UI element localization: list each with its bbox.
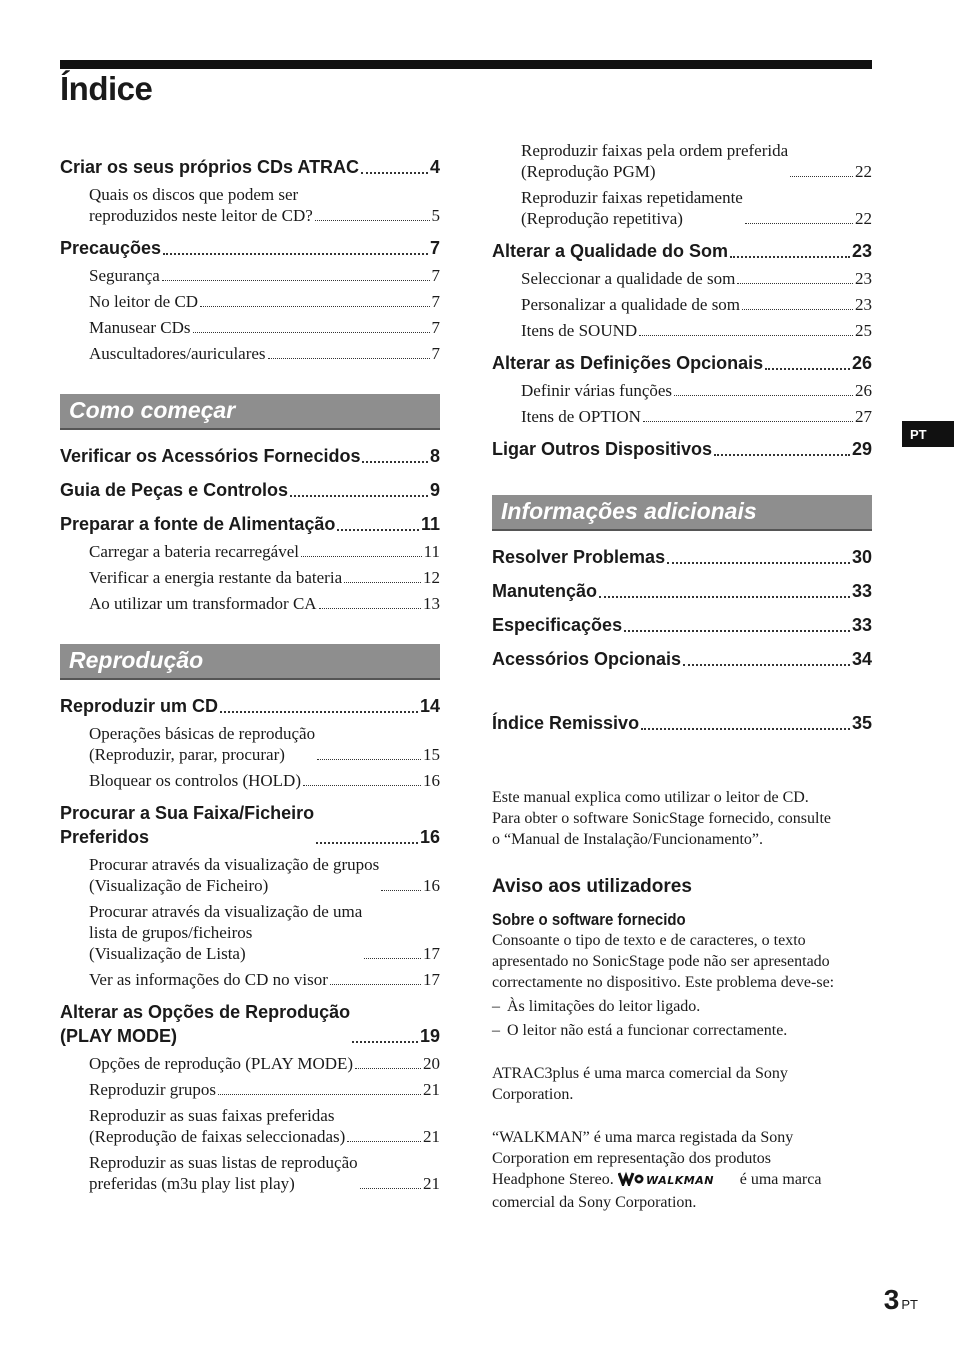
toc-entry-title: Criar os seus próprios CDs ATRAC bbox=[60, 157, 360, 177]
toc-subentry[interactable] bbox=[89, 770, 440, 791]
toc-entry[interactable] bbox=[492, 613, 872, 637]
toc-subentry[interactable] bbox=[89, 1152, 440, 1194]
dot-leader bbox=[193, 332, 430, 333]
toc-page-number: 4 bbox=[429, 157, 440, 177]
software-heading: Sobre o software fornecido bbox=[492, 910, 686, 929]
toc-entry-title: Seleccionar a qualidade de som bbox=[521, 269, 736, 288]
toc-entry-title: Procurar a Sua Faixa/Ficheiro Preferidos bbox=[60, 803, 315, 847]
dot-leader bbox=[355, 1068, 421, 1069]
toc-group bbox=[492, 545, 872, 671]
toc-subentry[interactable] bbox=[89, 567, 440, 588]
dash-mark: – bbox=[492, 998, 500, 1015]
toc-entry[interactable] bbox=[492, 579, 872, 603]
toc-entry-title: Reproduzir grupos bbox=[89, 1080, 217, 1099]
dot-leader bbox=[218, 1094, 421, 1095]
toc-right-column bbox=[492, 141, 872, 1213]
page-number-suffix: PT bbox=[901, 1297, 918, 1312]
toc-subentry[interactable] bbox=[521, 294, 872, 315]
toc-entry-title: Acessórios Opcionais bbox=[492, 649, 682, 669]
section-header-como-comecar: Como começar bbox=[60, 394, 440, 430]
walkman-text-2: é uma marca bbox=[739, 1171, 822, 1188]
toc-page-number: 23 bbox=[851, 241, 872, 261]
toc-entry[interactable] bbox=[60, 236, 440, 260]
toc-subentry[interactable] bbox=[89, 1053, 440, 1074]
page-number bbox=[884, 1284, 918, 1316]
toc-entry-title: Reproduzir faixas repetidamente (Reprodução repetitiva) bbox=[521, 188, 743, 228]
toc-entry[interactable] bbox=[60, 155, 440, 179]
dot-leader bbox=[352, 1041, 418, 1043]
dot-leader bbox=[667, 562, 850, 564]
toc-subentry[interactable] bbox=[89, 854, 440, 896]
toc-entry-title: Ao utilizar um transformador CA bbox=[89, 594, 317, 613]
software-paragraph: Consoante o tipo de texto e de caracteres, o texto apresentado no SonicStage pode não ser apresentado correctamente no dispositivo. Este problema deve-se: bbox=[492, 932, 835, 991]
toc-entry-title: Alterar as Definições Opcionais bbox=[492, 353, 764, 373]
toc-subentry[interactable] bbox=[89, 541, 440, 562]
page-title: Índice bbox=[60, 70, 153, 107]
toc-page-number: 13 bbox=[423, 594, 440, 613]
dot-leader bbox=[303, 785, 421, 786]
toc-page-number: 27 bbox=[855, 407, 872, 426]
dot-leader bbox=[330, 984, 421, 985]
toc-page-number: 20 bbox=[423, 1054, 440, 1073]
notes-block bbox=[492, 787, 872, 1213]
dot-leader bbox=[599, 596, 850, 598]
toc-page-number: 23 bbox=[855, 269, 872, 288]
toc-entry-title: Reproduzir as suas faixas preferidas (Reprodução de faixas seleccionadas) bbox=[89, 1106, 346, 1146]
dot-leader bbox=[347, 1141, 421, 1142]
toc-page-number: 33 bbox=[851, 615, 872, 635]
walkman-logo bbox=[618, 1170, 736, 1192]
toc-entry-title: Operações básicas de reprodução (Reproduzir, parar, procurar) bbox=[89, 724, 316, 764]
toc-page-number: 12 bbox=[423, 568, 440, 587]
toc-page-number: 34 bbox=[851, 649, 872, 669]
toc-entry-title: Guia de Peças e Controlos bbox=[60, 480, 289, 500]
dot-leader bbox=[317, 759, 421, 760]
toc-subentry[interactable] bbox=[89, 1079, 440, 1100]
toc-page-number: 21 bbox=[423, 1127, 440, 1146]
toc-entry[interactable] bbox=[492, 437, 872, 461]
toc-subentry[interactable] bbox=[89, 317, 440, 338]
toc-page-number: 7 bbox=[431, 292, 440, 311]
toc-entry-indice-remissivo[interactable] bbox=[492, 711, 872, 735]
toc-entry-title: Itens de OPTION bbox=[521, 407, 641, 426]
toc-entry-title: Reproduzir faixas pela ordem preferida (Reprodução PGM) bbox=[521, 141, 789, 181]
toc-page-number: 25 bbox=[855, 321, 872, 340]
dot-leader bbox=[290, 495, 428, 497]
title-rule bbox=[60, 60, 872, 69]
dot-leader bbox=[639, 335, 853, 336]
toc-page-number: 21 bbox=[423, 1174, 440, 1193]
toc-page-number: 16 bbox=[419, 827, 440, 847]
walkman-paragraph bbox=[492, 1127, 872, 1213]
toc-entry-title: Índice Remissivo bbox=[492, 713, 640, 733]
dot-leader bbox=[268, 358, 430, 359]
toc-page-number: 16 bbox=[423, 876, 440, 895]
toc-entry[interactable] bbox=[492, 351, 872, 375]
walkman-text-1: “WALKMAN” é uma marca registada da Sony Corporation em representação dos produtos Headphone Stereo. bbox=[492, 1129, 794, 1188]
toc-page-number: 22 bbox=[855, 209, 872, 228]
dot-leader bbox=[742, 309, 853, 310]
toc-subentry[interactable] bbox=[89, 901, 440, 964]
toc-entry-title: Alterar a Qualidade do Som bbox=[492, 241, 729, 261]
svg-text:WALKMAN: WALKMAN bbox=[645, 1174, 714, 1186]
dash-item bbox=[492, 996, 872, 1017]
dash-item bbox=[492, 1020, 872, 1041]
toc-entry-title: Definir várias funções bbox=[521, 381, 673, 400]
toc-entry-title: Verificar os Acessórios Fornecidos bbox=[60, 446, 361, 466]
toc-group bbox=[60, 444, 440, 614]
toc-entry-title: Quais os discos que podem ser reproduzidos neste leitor de CD? bbox=[89, 185, 313, 225]
toc-entry-title: No leitor de CD bbox=[89, 292, 199, 311]
toc-page-number: 5 bbox=[431, 206, 440, 225]
toc-page-number: 17 bbox=[423, 970, 440, 989]
toc-entry[interactable] bbox=[492, 239, 872, 263]
dot-leader bbox=[683, 664, 850, 666]
toc-group bbox=[60, 155, 440, 364]
toc-entry-title: Opções de reprodução (PLAY MODE) bbox=[89, 1054, 354, 1073]
toc-entry-title: Segurança bbox=[89, 266, 160, 285]
toc-entry[interactable] bbox=[60, 1000, 440, 1048]
dot-leader bbox=[301, 556, 422, 557]
toc-page-number: 21 bbox=[423, 1080, 440, 1099]
dot-leader bbox=[674, 395, 853, 396]
section-header-informacoes-adicionais: Informações adicionais bbox=[492, 495, 872, 531]
toc-entry[interactable] bbox=[60, 478, 440, 502]
toc-entry[interactable] bbox=[60, 801, 440, 849]
page-number-value: 3 bbox=[883, 1284, 900, 1315]
toc-subentry[interactable] bbox=[89, 969, 440, 990]
dot-leader bbox=[319, 608, 421, 609]
toc-entry-title: Alterar as Opções de Reprodução (PLAY MODE) bbox=[60, 1002, 351, 1046]
toc-subentry[interactable] bbox=[89, 723, 440, 765]
toc-entry-title: Especificações bbox=[492, 615, 623, 635]
toc-page-number: 17 bbox=[423, 944, 440, 963]
toc-subentry[interactable] bbox=[521, 187, 872, 229]
toc-entry-title: Ligar Outros Dispositivos bbox=[492, 439, 713, 459]
toc-page-number: 30 bbox=[851, 547, 872, 567]
toc-entry[interactable] bbox=[60, 694, 440, 718]
toc-subentry[interactable] bbox=[89, 291, 440, 312]
dot-leader bbox=[714, 454, 850, 456]
toc-entry-title: Ver as informações do CD no visor bbox=[89, 970, 328, 989]
toc-subentry[interactable] bbox=[89, 265, 440, 286]
toc-page-number: 7 bbox=[431, 344, 440, 363]
toc-entry-title: Carregar a bateria recarregável bbox=[89, 542, 299, 561]
toc-page-number: 14 bbox=[419, 696, 440, 716]
toc-group bbox=[492, 140, 872, 461]
dot-leader bbox=[200, 306, 429, 307]
dot-leader bbox=[641, 728, 850, 730]
toc-entry-title: Manutenção bbox=[492, 581, 598, 601]
toc-entry-title: Reproduzir as suas listas de reprodução preferidas (m3u play list play) bbox=[89, 1153, 358, 1193]
toc-page-number: 23 bbox=[855, 295, 872, 314]
toc-page-number: 33 bbox=[851, 581, 872, 601]
toc-entry-title: Preparar a fonte de Alimentação bbox=[60, 514, 336, 534]
toc-entry-title: Itens de SOUND bbox=[521, 321, 638, 340]
toc-entry-title: Manusear CDs bbox=[89, 318, 191, 337]
toc-page-number: 11 bbox=[420, 514, 440, 534]
toc-subentry[interactable] bbox=[89, 1105, 440, 1147]
toc-group bbox=[60, 694, 440, 1194]
toc-subentry[interactable] bbox=[521, 268, 872, 289]
dot-leader bbox=[361, 172, 428, 174]
dot-leader bbox=[220, 711, 418, 713]
dot-leader bbox=[737, 283, 853, 284]
toc-entry[interactable] bbox=[492, 647, 872, 671]
toc-subentry[interactable] bbox=[89, 343, 440, 364]
dot-leader bbox=[316, 842, 418, 844]
toc-entry-title: Verificar a energia restante da bateria bbox=[89, 568, 343, 587]
toc-page-number: 26 bbox=[851, 353, 872, 373]
dot-leader bbox=[381, 890, 421, 891]
dot-leader bbox=[364, 958, 421, 959]
toc-page-number: 7 bbox=[429, 238, 440, 258]
toc-entry-title: Bloquear os controlos (HOLD) bbox=[89, 771, 301, 790]
notice-heading: Aviso aos utilizadores bbox=[492, 876, 692, 897]
toc-entry-title: Resolver Problemas bbox=[492, 547, 666, 567]
toc-entry-title: Procurar através da visualização de grupos (Visualização de Ficheiro) bbox=[89, 855, 380, 895]
dot-leader bbox=[765, 368, 850, 370]
toc-page-number: 35 bbox=[851, 713, 872, 733]
dot-leader bbox=[643, 421, 853, 422]
toc-page-number: 11 bbox=[423, 542, 440, 561]
toc-entry-title: Personalizar a qualidade de som bbox=[521, 295, 741, 314]
dot-leader bbox=[745, 223, 853, 224]
toc-page-number: 9 bbox=[429, 480, 440, 500]
dot-leader bbox=[162, 280, 430, 281]
dot-leader bbox=[337, 529, 419, 531]
dash-item-text: O leitor não está a funcionar correctamente. bbox=[507, 1022, 788, 1039]
toc-entry-title: Reproduzir um CD bbox=[60, 696, 219, 716]
dash-item-text: Às limitações do leitor ligado. bbox=[507, 998, 701, 1015]
toc-subentry[interactable] bbox=[89, 593, 440, 614]
dot-leader bbox=[790, 176, 853, 177]
walkman-text-3: comercial da Sony Corporation. bbox=[492, 1194, 697, 1211]
toc-entry-title: Auscultadores/auriculares bbox=[89, 344, 266, 363]
toc-subentry[interactable] bbox=[521, 140, 872, 182]
toc-page-number: 15 bbox=[423, 745, 440, 764]
toc-entry[interactable] bbox=[60, 512, 440, 536]
toc-subentry[interactable] bbox=[89, 184, 440, 226]
dot-leader bbox=[163, 253, 428, 255]
dot-leader bbox=[624, 630, 850, 632]
section-header-reproducao: Reprodução bbox=[60, 644, 440, 680]
atrac-paragraph: ATRAC3plus é uma marca comercial da Sony Corporation. bbox=[492, 1065, 788, 1103]
language-tab: PT bbox=[902, 421, 954, 447]
toc-entry-title: Precauções bbox=[60, 238, 162, 258]
dot-leader bbox=[362, 461, 428, 463]
toc-page-number: 16 bbox=[423, 771, 440, 790]
toc-subentry[interactable] bbox=[521, 320, 872, 341]
toc-entry-title: Procurar através da visualização de uma lista de grupos/ficheiros (Visualização de Lista) bbox=[89, 902, 363, 963]
intro-paragraph: Este manual explica como utilizar o leitor de CD. Para obter o software SonicStage fornecido, consulte o “Manual de Instalação/Funcionamento”. bbox=[492, 789, 832, 848]
dot-leader bbox=[360, 1188, 421, 1189]
toc-page-number: 29 bbox=[851, 439, 872, 459]
toc-page-number: 22 bbox=[855, 162, 872, 181]
dot-leader bbox=[344, 582, 421, 583]
dot-leader bbox=[315, 220, 430, 221]
toc-page-number: 7 bbox=[431, 318, 440, 337]
toc-page-number: 19 bbox=[419, 1026, 440, 1046]
dash-mark: – bbox=[492, 1022, 500, 1039]
toc-subentry[interactable] bbox=[521, 406, 872, 427]
dot-leader bbox=[730, 256, 850, 258]
toc-entry[interactable] bbox=[60, 444, 440, 468]
toc-entry[interactable] bbox=[492, 545, 872, 569]
toc-page-number: 26 bbox=[855, 381, 872, 400]
toc-page-number: 8 bbox=[429, 446, 440, 466]
toc-page-number: 7 bbox=[431, 266, 440, 285]
toc-left-column bbox=[60, 145, 440, 1194]
toc-subentry[interactable] bbox=[521, 380, 872, 401]
